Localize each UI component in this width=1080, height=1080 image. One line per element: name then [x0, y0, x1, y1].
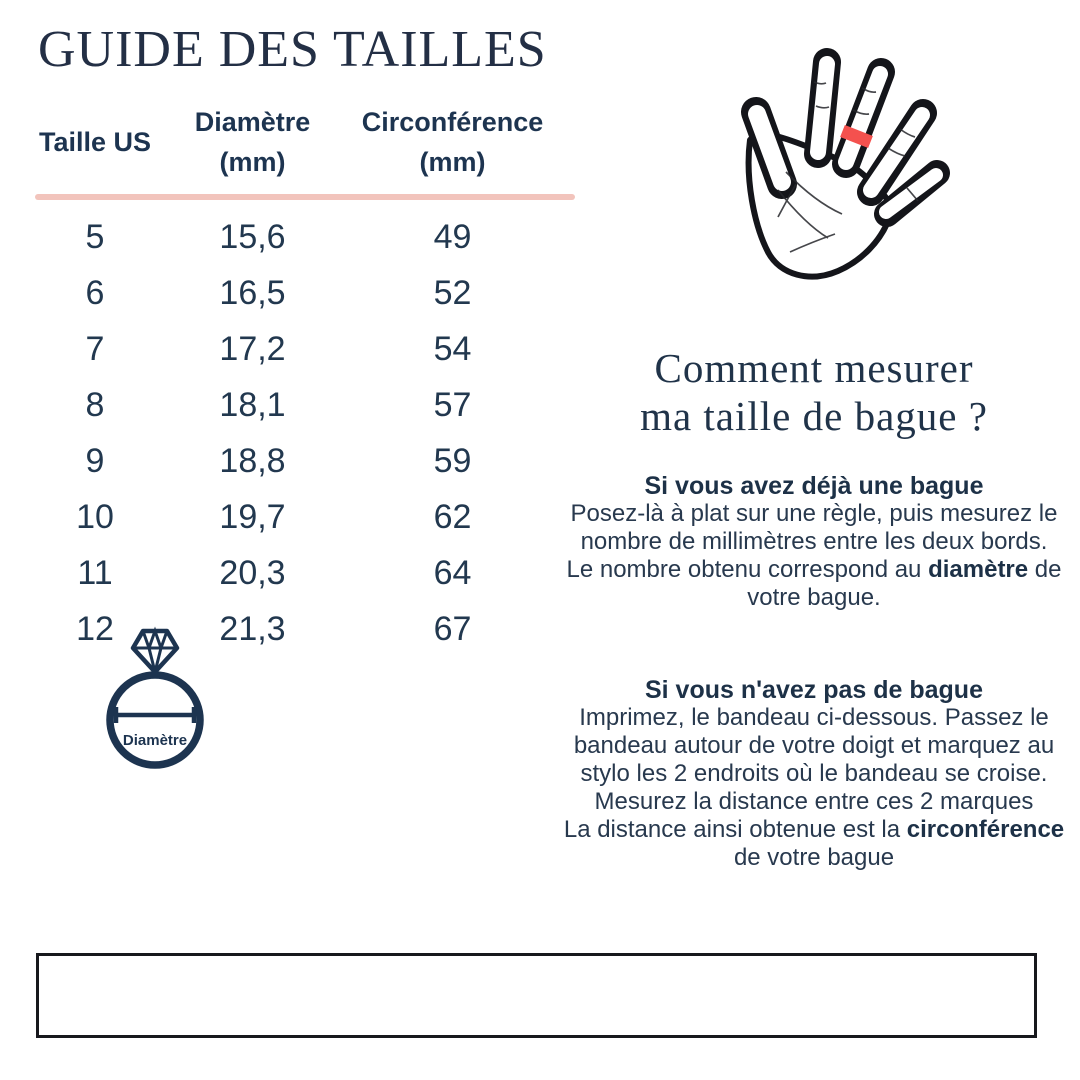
column-header-taille-us: Taille US [38, 127, 152, 157]
section-body: Imprimez, le bandeau ci-dessous. Passez le bandeau autour de votre doigt et marquez au stylo les 2 endroits où le bandeau se croise. [573, 704, 1055, 787]
table-row [30, 209, 560, 265]
section-body: Le nombre obtenu correspond au diamètre de votre bague. [566, 556, 1062, 611]
section-title: Si vous n'avez pas de bague [644, 676, 983, 704]
section-body: Mesurez la distance entre ces 2 marques [594, 788, 1034, 815]
ring-diameter-icon [100, 620, 210, 780]
hand-with-ring-illustration [690, 12, 990, 302]
table-cell: 10 [76, 497, 114, 536]
table-row [30, 377, 560, 433]
ring-icon-label: Diamètre [122, 732, 188, 749]
table-cell: 52 [433, 273, 472, 312]
table-cell: 49 [433, 217, 472, 256]
table-cell: 8 [85, 385, 105, 424]
table-cell: 6 [85, 273, 105, 312]
table-row [30, 433, 560, 489]
table-row [30, 321, 560, 377]
table-cell: 57 [433, 385, 472, 424]
table-cell: 18,1 [219, 385, 286, 424]
size-table [30, 209, 560, 657]
section-body: La distance ainsi obtenue est la circonférence de votre bague [563, 816, 1065, 871]
pink-divider [35, 194, 575, 200]
table-cell: 67 [433, 609, 472, 648]
table-cell: 16,5 [219, 273, 286, 312]
printable-measuring-band [36, 953, 1037, 1038]
table-cell: 62 [433, 497, 472, 536]
section-no-ring [548, 676, 1080, 872]
section-title: Si vous avez déjà une bague [644, 472, 984, 500]
table-cell: 59 [433, 441, 472, 480]
table-row [30, 489, 560, 545]
column-header-diametre: Diamètre (mm) [194, 107, 311, 177]
page-title: GUIDE DES TAILLES [38, 21, 547, 78]
table-cell: 9 [85, 441, 105, 480]
table-cell: 12 [76, 609, 114, 648]
table-cell: 18,8 [219, 441, 286, 480]
table-row [30, 545, 560, 601]
keyword-circonference: circonférence [906, 816, 1065, 843]
table-cell: 15,6 [219, 217, 286, 256]
table-cell: 17,2 [219, 329, 286, 368]
table-cell: 21,3 [219, 609, 286, 648]
table-cell: 11 [77, 553, 113, 592]
section-have-ring [548, 472, 1080, 612]
table-row [30, 265, 560, 321]
diameter-measure-line [116, 707, 194, 723]
table-cell: 64 [433, 553, 472, 592]
keyword-diametre: diamètre [928, 556, 1029, 583]
table-cell: 54 [433, 329, 472, 368]
howto-heading: Comment mesurer ma taille de bague ? [640, 345, 988, 439]
table-cell: 5 [85, 217, 105, 256]
table-cell: 7 [85, 329, 105, 368]
table-cell: 19,7 [219, 497, 286, 536]
table-header-row [30, 102, 560, 182]
section-body: Posez-là à plat sur une règle, puis mesurez le nombre de millimètres entre les deux bords. [570, 500, 1058, 555]
table-cell: 20,3 [219, 553, 286, 592]
column-header-circonference: Circonférence (mm) [361, 107, 544, 177]
ring-circle [110, 675, 200, 765]
